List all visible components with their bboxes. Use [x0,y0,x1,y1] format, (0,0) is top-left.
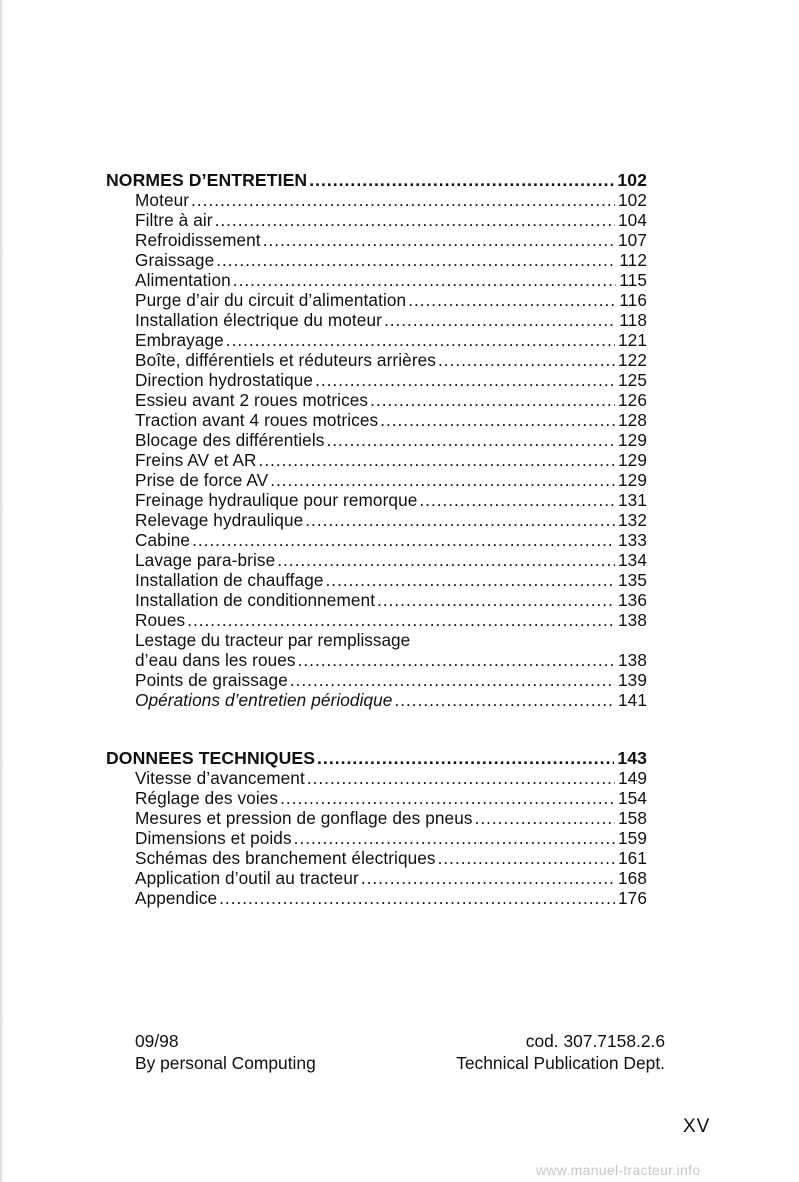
entry-label: Roues [135,610,186,630]
toc-entry[interactable] [106,430,647,450]
dot-leader [280,788,615,808]
dot-leader [226,330,615,350]
entry-label: d’eau dans les roues [135,650,296,670]
entry-page-number: 104 [618,210,647,230]
entry-label: Direction hydrostatique [135,370,314,390]
toc-entry[interactable] [106,690,647,710]
entry-page-number: 149 [618,768,647,788]
entry-label: Cabine [135,530,191,550]
dot-leader [419,490,615,510]
toc-entry[interactable] [106,530,647,550]
entry-label: Réglage des voies [135,788,279,808]
dot-leader [263,230,615,250]
dot-leader [219,888,615,908]
entry-page-number: 125 [618,370,647,390]
entry-label: Alimentation [135,270,231,290]
toc-entry[interactable] [106,270,647,290]
toc-entry[interactable] [106,670,647,690]
toc-section-donnees-techniques [106,748,647,908]
toc-entry[interactable] [106,650,647,670]
toc-entry[interactable] [106,510,647,530]
entry-page-number: 159 [618,828,647,848]
entry-label: Boîte, différentiels et réduteurs arrières [135,350,436,370]
dot-leader [215,210,615,230]
entry-page-number: 141 [618,690,647,710]
dot-leader [305,510,615,530]
dot-leader [192,530,615,550]
toc-entry[interactable] [106,410,647,430]
entry-label: Vitesse d’avancement [135,768,305,788]
dot-leader [294,828,615,848]
entry-label: Refroidissement [135,230,261,250]
toc-entry-first-line: Lestage du tracteur par remplissage [135,630,411,650]
footer-right [400,1030,665,1074]
entry-label: Installation de chauffage [135,570,324,590]
dot-leader [187,610,615,630]
page-folio: XV [683,1116,711,1137]
dot-leader [233,270,617,290]
entry-page-number: 129 [618,430,647,450]
entry-label: Freins AV et AR [135,450,257,470]
dot-leader [370,390,615,410]
dot-leader [380,410,615,430]
toc-entry[interactable] [106,768,647,788]
footer-author: By personal Computing [135,1053,316,1073]
entry-label: Lavage para-brise [135,550,276,570]
entry-page-number: 129 [618,450,647,470]
dot-leader [326,570,615,590]
entry-page-number: 134 [618,550,647,570]
dot-leader [384,310,616,330]
entry-label: Installation de conditionnement [135,590,376,610]
entry-page-number: 139 [618,670,647,690]
dot-leader [298,650,615,670]
dot-leader [475,808,615,828]
entry-page-number: 154 [618,788,647,808]
entry-page-number: 121 [618,330,647,350]
toc-entry[interactable] [106,828,647,848]
entry-label: Embrayage [135,330,224,350]
toc-entry[interactable] [106,848,647,868]
dot-leader [315,370,615,390]
section-title: NORMES D’ENTRETIEN [106,170,308,190]
toc-section-normes-entretien [106,170,647,710]
entry-label: Purge d’air du circuit d’alimentation [135,290,407,310]
dot-leader [317,748,614,768]
entry-label: Prise de force AV [135,470,269,490]
toc-entry[interactable] [106,570,647,590]
entry-page-number: 168 [618,868,647,888]
toc-entry[interactable] [106,390,647,410]
toc-entry[interactable] [106,290,647,310]
dot-leader [377,590,615,610]
dot-leader [259,450,615,470]
toc-entry[interactable] [106,310,647,330]
toc-entry[interactable] [106,370,647,390]
section-page-number: 102 [617,170,647,190]
entry-label: Dimensions et poids [135,828,292,848]
dot-leader [438,848,615,868]
dot-leader [309,170,614,190]
footer-left [135,1030,316,1074]
toc-entry[interactable] [106,350,647,370]
toc-section-heading[interactable] [106,170,647,190]
toc-entry[interactable] [106,330,647,350]
entry-page-number: 116 [619,290,647,310]
entry-page-number: 131 [618,490,647,510]
dot-leader [326,430,615,450]
dot-leader [438,350,615,370]
toc-entry[interactable] [106,550,647,570]
entry-label: Appendice [135,888,218,908]
toc-entry[interactable] [106,610,647,630]
entry-label: Schémas des branchement électriques [135,848,436,868]
entry-page-number: 132 [618,510,647,530]
entry-page-number: 128 [618,410,647,430]
entry-page-number: 133 [618,530,647,550]
footer-code: cod. 307.7158.2.6 [525,1031,665,1051]
toc-entry[interactable] [106,808,647,828]
footer-department: Technical Publication Dept. [456,1053,665,1073]
dot-leader [216,250,616,270]
entry-page-number: 158 [618,808,647,828]
toc-entry[interactable] [106,450,647,470]
dot-leader [290,670,615,690]
entry-page-number: 138 [618,650,647,670]
entry-label: Opérations d’entretien périodique [135,690,393,710]
entry-label: Essieu avant 2 roues motrices [135,390,369,410]
entry-label: Installation électrique du moteur [135,310,382,330]
toc-entry[interactable] [106,210,647,230]
entry-page-number: 122 [618,350,647,370]
toc-entry[interactable] [106,470,647,490]
entry-page-number: 176 [618,888,647,908]
entry-page-number: 102 [618,190,647,210]
entry-page-number: 107 [618,230,647,250]
dot-leader [191,190,615,210]
entry-page-number: 115 [619,270,647,290]
dot-leader [394,690,615,710]
toc-entry[interactable] [106,190,647,210]
toc-entry[interactable] [106,250,647,270]
entry-label: Relevage hydraulique [135,510,304,530]
toc-section-heading[interactable] [106,748,647,768]
toc-entry[interactable] [106,868,647,888]
entry-label: Blocage des différentiels [135,430,325,450]
entry-page-number: 161 [618,848,647,868]
entry-label: Freinage hydraulique pour remorque [135,490,418,510]
entry-label: Filtre à air [135,210,213,230]
entry-page-number: 135 [618,570,647,590]
toc-entry[interactable] [106,490,647,510]
entry-label: Traction avant 4 roues motrices [135,410,379,430]
section-title: DONNEES TECHNIQUES [106,748,316,768]
entry-page-number: 118 [619,310,647,330]
dot-leader [408,290,616,310]
entry-label: Mesures et pression de gonflage des pneus [135,808,473,828]
entry-page-number: 129 [618,470,647,490]
toc-entry[interactable] [106,230,647,250]
dot-leader [270,470,615,490]
toc-entry[interactable] [106,590,647,610]
entry-label: Moteur [135,190,190,210]
page-edge [0,0,4,1182]
watermark: www.manuel-tracteur.info [536,1162,701,1178]
toc-entry[interactable] [106,888,647,908]
entry-page-number: 112 [619,250,647,270]
section-page-number: 143 [617,748,647,768]
entry-label: Graissage [135,250,215,270]
entry-page-number: 138 [618,610,647,630]
entry-label: Application d’outil au tracteur [135,868,359,888]
entry-page-number: 126 [618,390,647,410]
dot-leader [361,868,615,888]
dot-leader [277,550,615,570]
toc-entry[interactable] [106,788,647,808]
entry-page-number: 136 [618,590,647,610]
entry-label: Points de graissage [135,670,288,690]
dot-leader [307,768,615,788]
footer-date: 09/98 [135,1031,179,1051]
